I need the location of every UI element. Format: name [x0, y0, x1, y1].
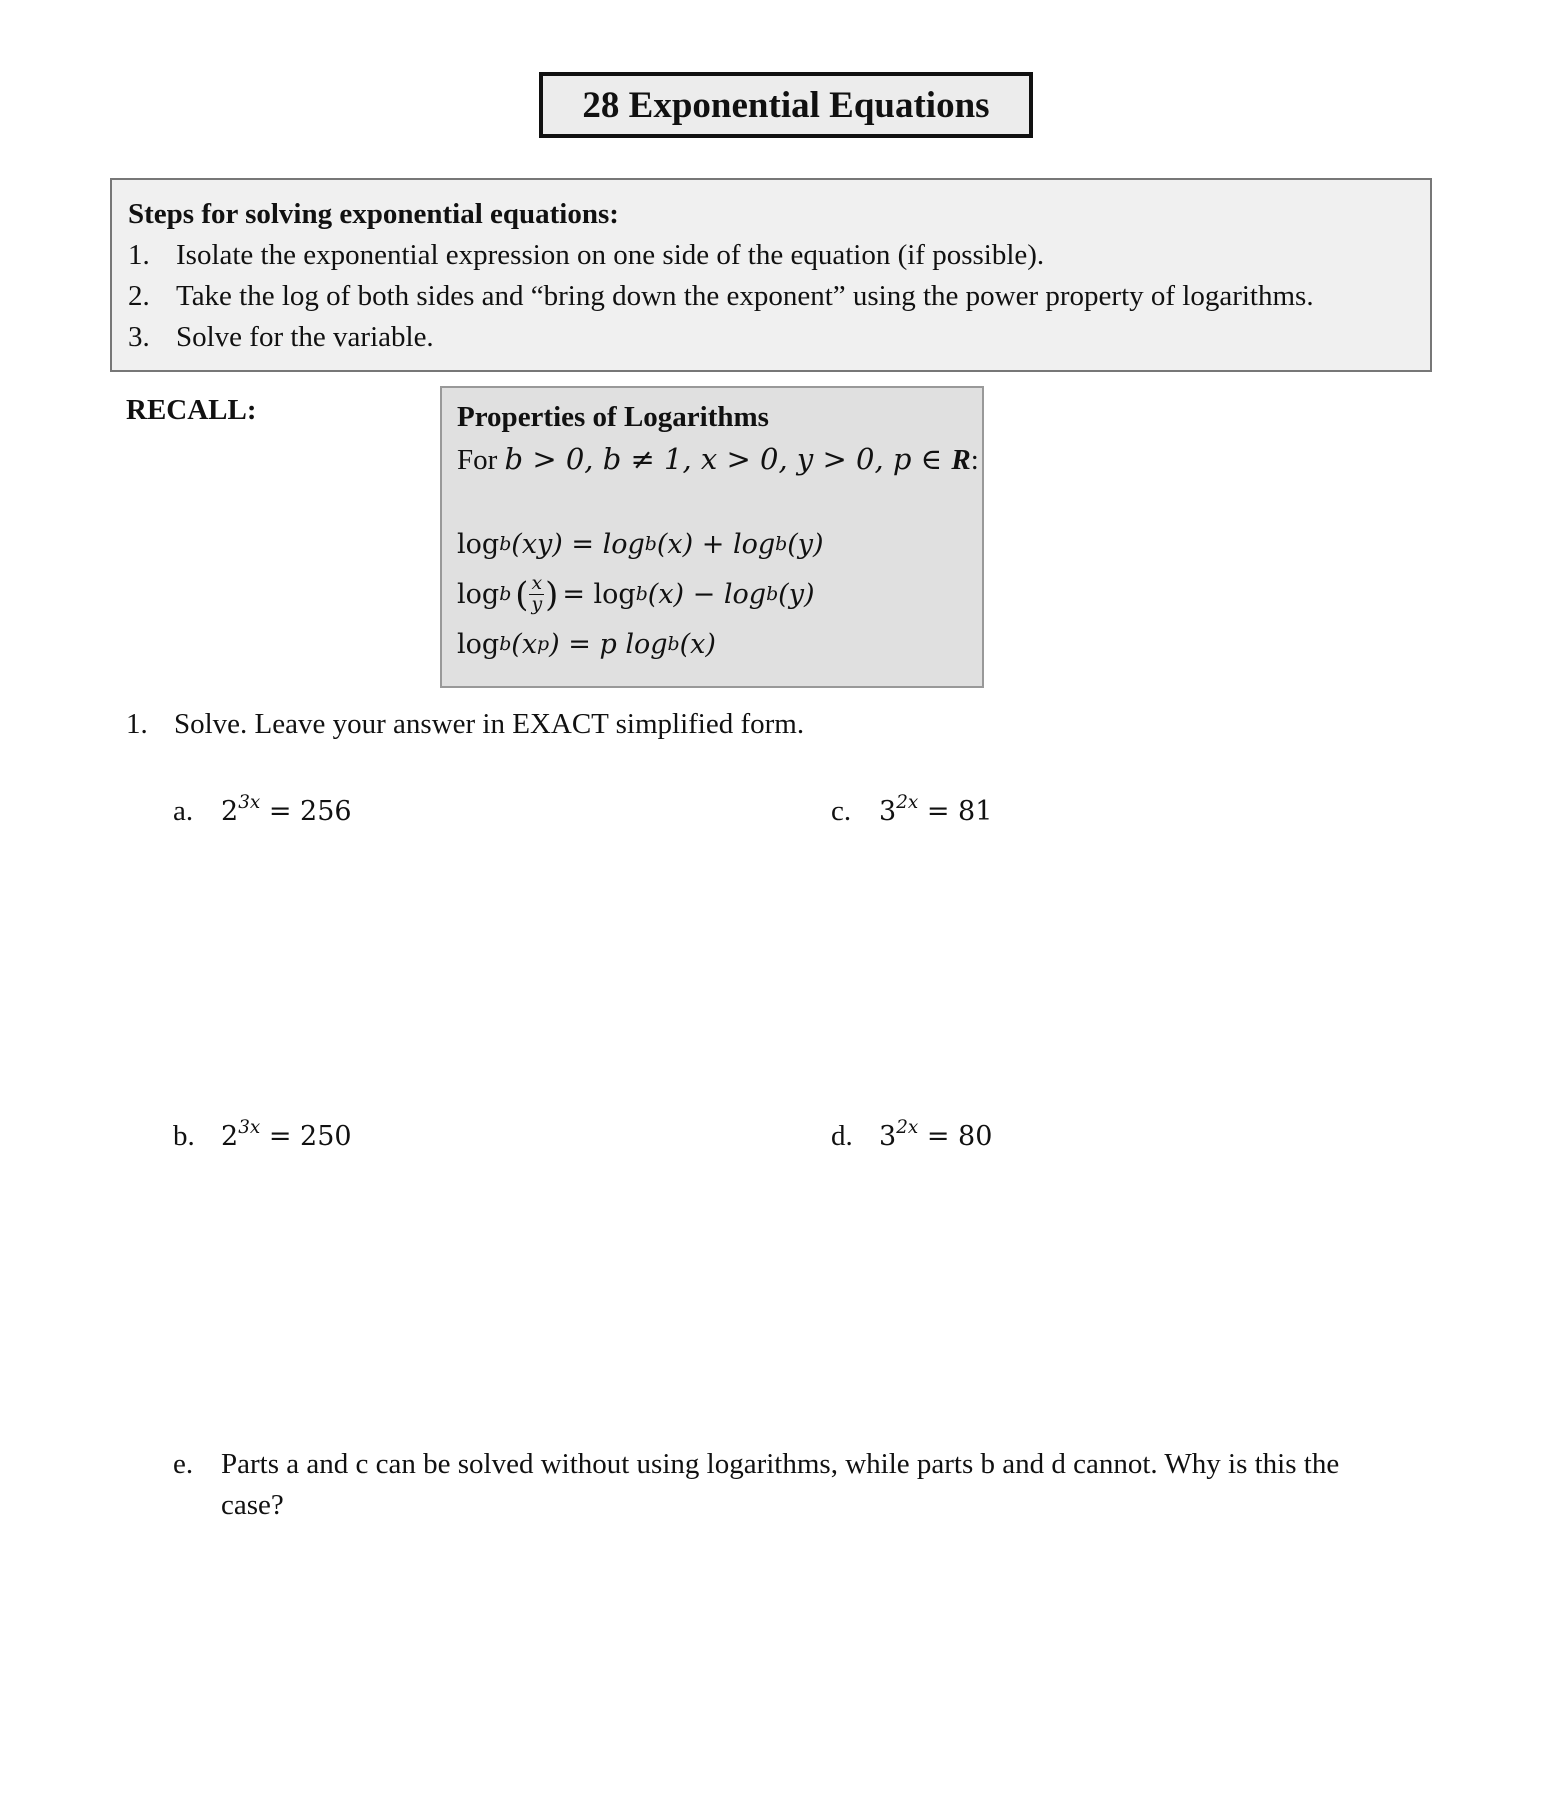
equation — [221, 1119, 352, 1152]
condition-text: b > 0, b ≠ 1, x > 0, y > 0, p ∈ — [504, 442, 952, 476]
formula-text: (x) + log — [656, 528, 776, 560]
formula-text: ) = p log — [549, 628, 668, 660]
part-e-text: Parts a and c can be solved without using logarithms, while parts b and d cannot. Why is this the case? — [221, 1448, 1340, 1521]
question-text: Solve. Leave your answer in EXACT simplified form. — [174, 708, 805, 740]
step-item — [128, 235, 1430, 276]
step-text: Take the log of both sides and “bring down the exponent” using the power property of logarithms. — [176, 280, 1314, 312]
log-base: b — [775, 533, 788, 555]
steps-box — [110, 178, 1432, 372]
question-number: 1. — [126, 708, 148, 740]
log-base: b — [644, 533, 657, 555]
part-label: a. — [173, 795, 194, 827]
equation-rhs: = 81 — [918, 796, 993, 827]
step-item — [128, 276, 1430, 317]
page-title-text: 28 Exponential Equations — [582, 84, 990, 126]
equation-base: 2 — [221, 796, 239, 827]
formula-text: = log — [562, 578, 636, 610]
formula-text: (y) — [778, 578, 815, 610]
step-number: 2. — [128, 280, 150, 312]
equation-exponent: 2x — [896, 792, 919, 813]
part-label: e. — [173, 1448, 194, 1480]
part-b — [173, 1119, 352, 1153]
log-text: log — [457, 578, 500, 610]
recall-label: RECALL: — [126, 394, 257, 426]
log-base: b — [635, 583, 648, 605]
formula-text: (x) — [679, 628, 716, 660]
log-base: b — [499, 533, 512, 555]
log-base: b — [499, 633, 512, 655]
formula-text: (x — [511, 628, 538, 660]
product-rule — [457, 519, 982, 569]
formula-text: (y) — [787, 528, 824, 560]
fraction-numerator: x — [531, 571, 543, 594]
equation-rhs: = 80 — [918, 1121, 993, 1152]
formula-text: (xy) = log — [511, 528, 645, 560]
part-label: d. — [831, 1120, 853, 1152]
equation-rhs: = 250 — [260, 1121, 352, 1152]
steps-heading: Steps for solving exponential equations: — [128, 198, 619, 230]
part-d — [831, 1119, 992, 1153]
log-base: b — [766, 583, 779, 605]
page-title — [539, 72, 1033, 138]
equation-rhs: = 256 — [260, 796, 352, 827]
properties-box — [440, 386, 984, 688]
log-base: b — [499, 583, 512, 605]
equation — [879, 1119, 992, 1152]
exponent: p — [537, 633, 550, 655]
properties-condition — [457, 438, 982, 481]
condition-for-word: For — [457, 444, 505, 476]
equation-base: 2 — [221, 1121, 239, 1152]
log-text: log — [457, 528, 500, 560]
part-label: c. — [831, 795, 852, 827]
fraction-group: ( $\frac{x}{y}$ ) — [515, 571, 559, 615]
equation-exponent: 3x — [238, 1117, 261, 1138]
properties-title: Properties of Logarithms — [457, 401, 769, 433]
equation-exponent: 2x — [896, 1117, 919, 1138]
reals-symbol: R — [951, 444, 971, 476]
formula-list — [457, 519, 982, 669]
step-number: 3. — [128, 321, 150, 353]
part-label: b. — [173, 1120, 195, 1152]
part-e — [173, 1444, 1403, 1526]
equation-base: 3 — [879, 1121, 897, 1152]
question-1 — [126, 708, 804, 741]
power-rule — [457, 619, 982, 669]
step-item — [128, 317, 1430, 358]
log-text: log — [457, 628, 500, 660]
equation — [221, 794, 352, 827]
equation — [879, 794, 992, 827]
fraction — [529, 571, 544, 615]
formula-text: (x) − log — [647, 578, 767, 610]
condition-colon: : — [970, 444, 979, 476]
quotient-rule — [457, 569, 982, 619]
log-base: b — [667, 633, 680, 655]
step-text: Solve for the variable. — [176, 321, 434, 353]
equation-exponent: 3x — [238, 792, 261, 813]
fraction-denominator: y — [531, 592, 543, 615]
step-text: Isolate the exponential expression on one side of the equation (if possible). — [176, 239, 1045, 271]
part-a — [173, 794, 352, 828]
part-c — [831, 794, 992, 828]
equation-base: 3 — [879, 796, 897, 827]
step-number: 1. — [128, 239, 150, 271]
